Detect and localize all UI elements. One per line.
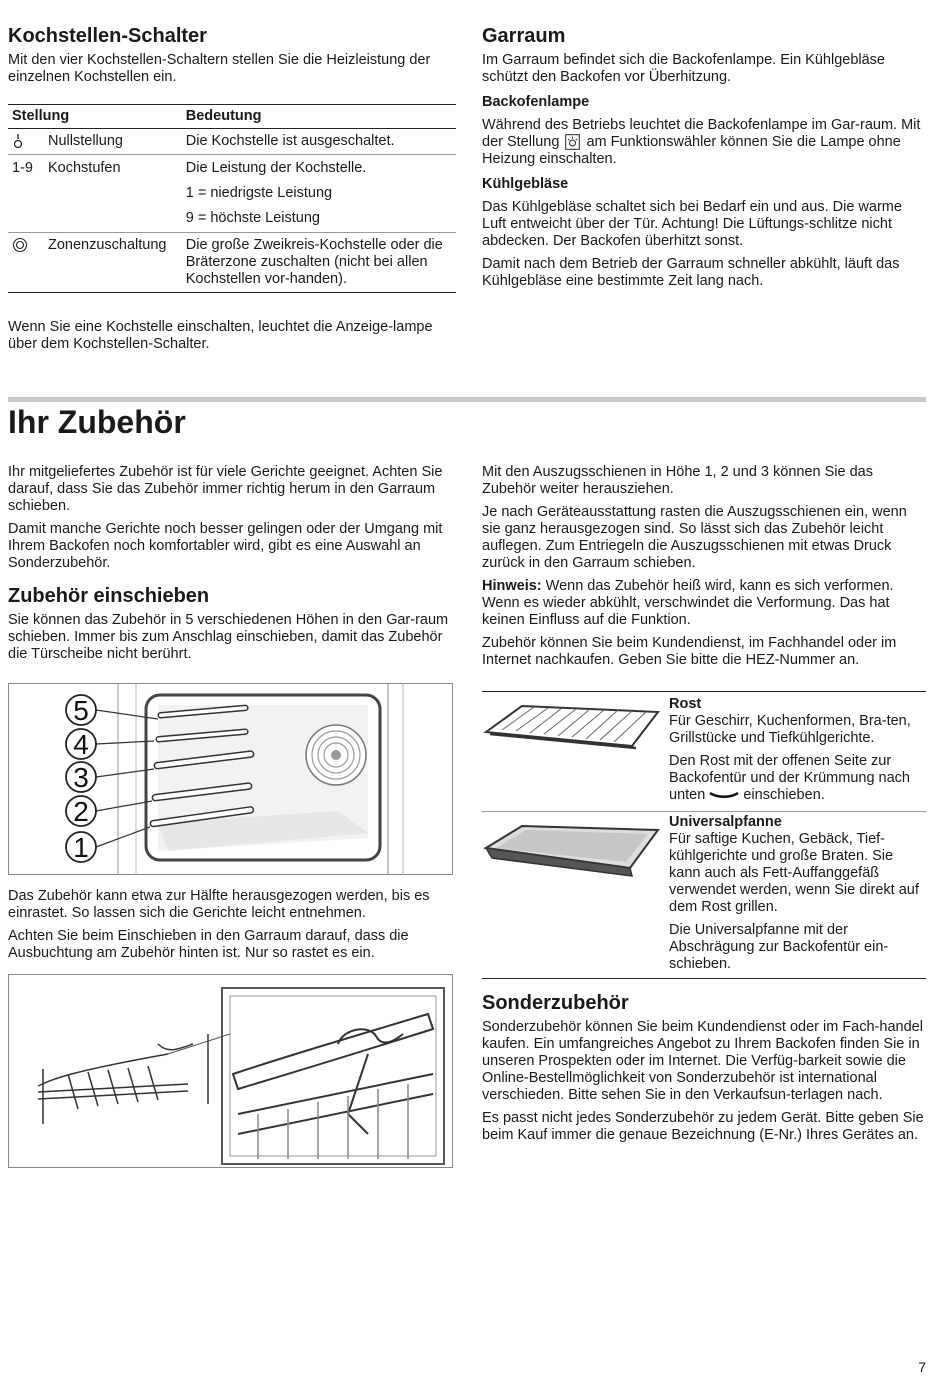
lamp-icon xyxy=(565,134,580,150)
fan-icon xyxy=(306,725,366,785)
lamp-text: Während des Betriebs leuchtet die Backofenlampe im Gar-raum. Mit der Stellung am Funktionswähler können Sie die Lampe ohne Heizung einschalten. xyxy=(482,117,921,167)
zubehoer-heading-wrap xyxy=(8,403,186,441)
garraum-intro: Im Garraum befindet sich die Backofenlampe. Ein Kühlgebläse schützt den Backofen vor Überhitzung. xyxy=(482,52,885,85)
level-label: 4 xyxy=(73,729,89,760)
row-meaning: Die Leistung der Kochstelle. xyxy=(185,160,367,176)
level-label: 3 xyxy=(73,762,89,793)
table-row xyxy=(8,129,456,155)
rost-block xyxy=(669,696,926,810)
row-meaning: Die Kochstelle ist ausgeschaltet. xyxy=(182,129,456,155)
fan-title: Kühlgebläse xyxy=(482,176,569,192)
fan-text-1: Das Kühlgebläse schaltet sich bei Bedarf ein und aus. Die warme Luft entweicht über der Tür. Achtung! Die Lüftungs-schlitze nicht abdecken. Der Backofen überhitzt sonst. xyxy=(482,199,902,249)
stellung-table-wrap xyxy=(8,104,456,293)
zero-position-icon xyxy=(12,133,24,149)
einschieben-text: Sie können das Zubehör in 5 verschiedenen Höhen in den Gar-raum schieben. Immer bis zum Anschlag einschieben, damit das Zubehör die Türscheibe nicht berührt. xyxy=(8,612,449,662)
row-meaning: 9 = höchste Leistung xyxy=(182,204,456,233)
accessory-top-rule xyxy=(482,691,926,692)
table-row xyxy=(8,233,456,293)
lamp-title: Backofenlampe xyxy=(482,94,590,110)
section-divider xyxy=(8,397,926,402)
page-number: 7 xyxy=(918,1359,926,1375)
zubehoer-left-after xyxy=(8,888,456,968)
sonder-text-2: Es passt nicht jedes Sonderzubehör zu jedem Gerät. Bitte geben Sie beim Kauf immer die genaue Bezeichnung (E-Nr.) Ihres Gerätes an. xyxy=(482,1110,924,1143)
sonder-title: Sonderzubehör xyxy=(482,992,629,1014)
pfanne-title: Universalpfanne xyxy=(669,814,782,830)
kochstellen-intro: Mit den vier Kochstellen-Schaltern stellen Sie die Heizleistung der einzelnen Kochstellen ein. xyxy=(8,52,431,85)
pfanne-text-1: Für saftige Kuchen, Gebäck, Tief-kühlgerichte und große Braten. Sie kann auch als Fett-Auffanggefäß verwendet werden, wenn Sie direkt auf dem Rost grillen. xyxy=(669,831,919,915)
row-meaning: Die große Zweikreis-Kochstelle oder die Bräterzone zuschalten (nicht bei allen Kochstellen vor-handen). xyxy=(182,233,456,293)
kochstellen-title: Kochstellen-Schalter xyxy=(8,25,207,47)
col-stellung: Stellung xyxy=(8,105,182,129)
rost-text-2: Den Rost mit der offenen Seite zur Backofentür und der Krümmung nach unten einschieben. xyxy=(669,753,910,803)
pfanne-text-2: Die Universalpfanne mit der Abschrägung zur Backofentür ein-schieben. xyxy=(669,922,889,972)
table-row xyxy=(8,204,456,233)
universal-pan-image xyxy=(482,818,662,884)
zone-switch-icon xyxy=(12,237,28,253)
row-name: Kochstufen xyxy=(48,160,121,176)
sonder-section xyxy=(482,991,926,1150)
rack-image xyxy=(482,698,662,758)
right-text-4: Zubehör können Sie beim Kundendienst, im Fachhandel oder im Internet nachkaufen. Geben Sie bitte die HEZ-Nummer an. xyxy=(482,635,897,668)
level-label: 5 xyxy=(73,695,89,726)
garraum-title: Garraum xyxy=(482,25,566,47)
accessory-bottom-rule xyxy=(482,978,926,979)
zubehoer-p1: Ihr mitgeliefertes Zubehör ist für viele Gerichte geeignet. Achten Sie darauf, dass Sie das Zubehör immer richtig herum in den Garraum schieben. xyxy=(8,464,443,514)
stellung-table xyxy=(8,104,456,293)
row-code: 1-9 xyxy=(12,160,33,176)
right-text-1: Mit den Auszugsschienen in Höhe 1, 2 und 3 können Sie das Zubehör weiter herausziehen. xyxy=(482,464,873,497)
pfanne-block xyxy=(669,814,926,979)
after-text-1: Das Zubehör kann etwa zur Hälfte herausgezogen werden, bis es einrastet. So lassen sich die Gerichte leicht entnehmen. xyxy=(8,888,430,921)
zubehoer-title: Ihr Zubehör xyxy=(8,404,186,440)
hinweis-text: Hinweis: Wenn das Zubehör heiß wird, kann es sich verformen. Wenn es wieder abkühlt, verschwindet die Verformung. Das hat keinen Einfluss auf die Funktion. xyxy=(482,578,894,628)
row-name: Zonenzuschaltung xyxy=(44,233,182,293)
level-label: 1 xyxy=(73,832,89,863)
level-label: 2 xyxy=(73,796,89,827)
zubehoer-right-text xyxy=(482,464,926,675)
accessory-mid-rule xyxy=(482,811,926,812)
oven-levels-illustration xyxy=(8,683,453,875)
rost-title: Rost xyxy=(669,696,702,712)
row-name: Nullstellung xyxy=(44,129,182,155)
zubehoer-left-text xyxy=(8,464,456,669)
right-text-2: Je nach Geräteausstattung rasten die Auszugsschienen ein, wenn sie ganz herausgezogen sind. So lässt sich das Zubehör leicht auflegen. Zum Entriegeln die Auszugsschienen mit etwas Druck zurück in den Garraum schieben. xyxy=(482,504,907,571)
zubehoer-p2: Damit manche Gerichte noch besser gelingen oder der Umgang mit Ihrem Backofen noch komfortabler wird, gibt es eine Auswahl an Sonderzubehör. xyxy=(8,521,443,571)
garraum-section xyxy=(482,24,926,296)
einschieben-title: Zubehör einschieben xyxy=(8,585,210,607)
fan-text-2: Damit nach dem Betrieb der Garraum schneller abkühlt, läuft das Kühlgebläse eine bestimmte Zeit lang nach. xyxy=(482,256,900,289)
curve-down-icon xyxy=(709,790,739,800)
kochstellen-note: Wenn Sie eine Kochstelle einschalten, leuchtet die Anzeige-lampe über dem Kochstellen-Schalter. xyxy=(8,319,433,352)
sonder-text-1: Sonderzubehör können Sie beim Kundendienst oder im Fach-handel kaufen. Ein umfangreiches Angebot zu Ihrem Backofen finden Sie in unseren Prospekten oder im Internet. Die Verfüg-barkeit sowie die Online-Bestellmöglichkeit von Sonderzubehör ist international verschieden. Bitte sehen Sie in den Verkaufsun-terlagen nach. xyxy=(482,1019,923,1103)
rost-text-1: Für Geschirr, Kuchenformen, Bra-ten, Grillstücke und Tiefkühlgerichte. xyxy=(669,713,911,746)
rail-detail-illustration xyxy=(8,974,453,1168)
table-row xyxy=(8,155,456,180)
kochstellen-note-wrap xyxy=(8,319,448,359)
row-meaning: 1 = niedrigste Leistung xyxy=(185,185,333,201)
col-bedeutung: Bedeutung xyxy=(182,105,456,129)
after-text-2: Achten Sie beim Einschieben in den Garraum darauf, dass die Ausbuchtung am Zubehör hinten ist. Nur so rastet es ein. xyxy=(8,928,409,961)
table-row xyxy=(8,179,456,204)
kochstellen-section xyxy=(8,24,456,92)
